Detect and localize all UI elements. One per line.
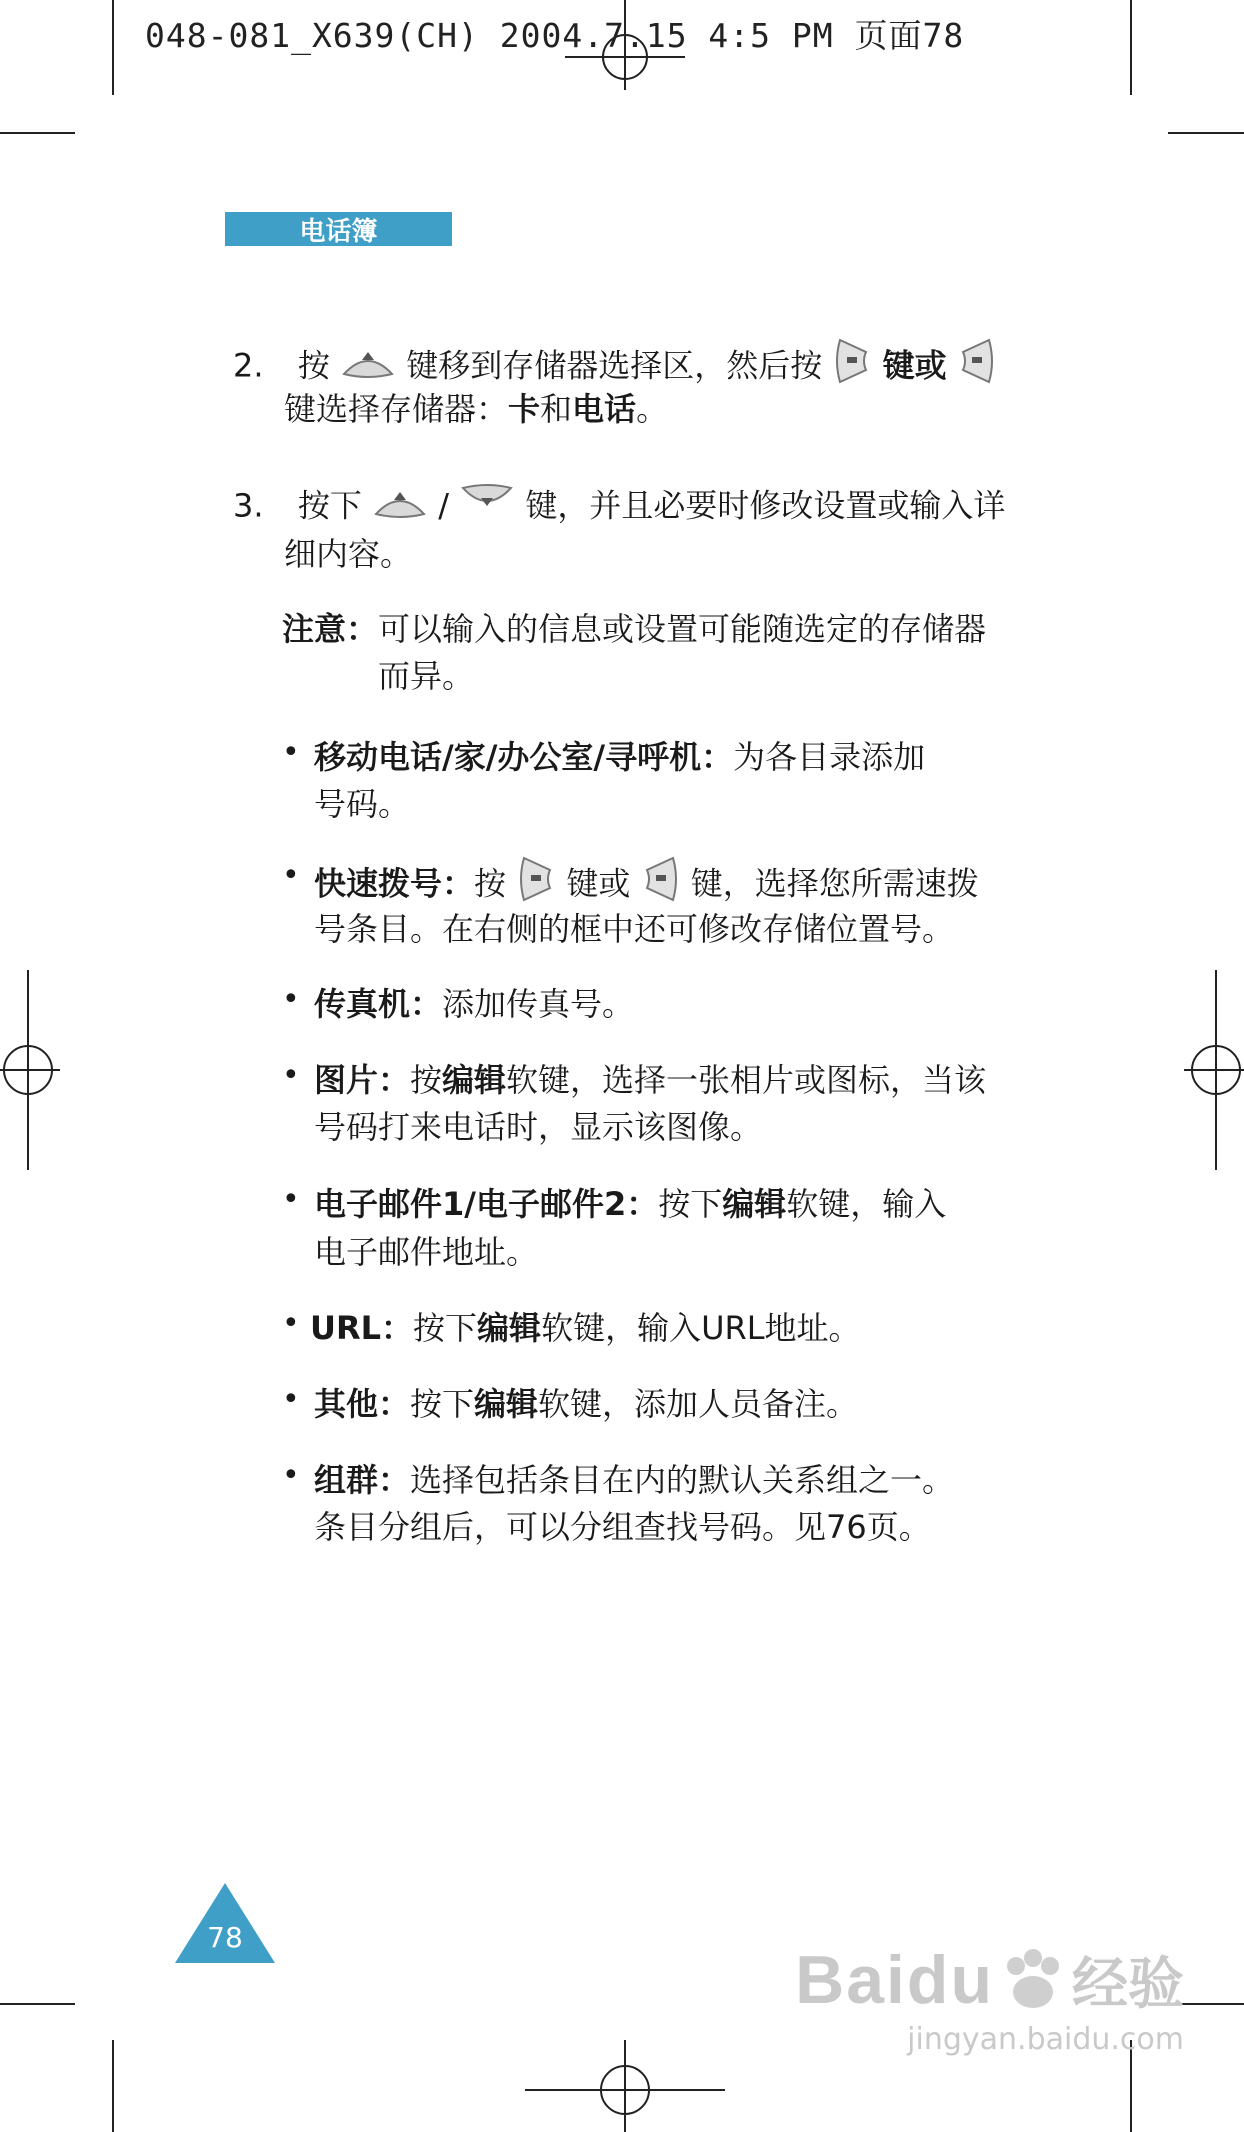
crop-mark	[0, 2003, 75, 2005]
list-item: 图片：按编辑软键，选择一张相片或图标，当该	[314, 1061, 987, 1099]
list-item-line2: 电子邮件地址。	[314, 1233, 539, 1271]
list-item-line2: 号码打来电话时，显示该图像。	[314, 1108, 763, 1146]
step-3: 3. 按下 / 键，并且必要时修改设置或输入详	[233, 480, 1005, 535]
watermark-brand: Baidu	[795, 1942, 994, 2018]
step-2: 2. 按 键移到存储器选择区，然后按 键或	[233, 338, 997, 397]
section-tab	[225, 212, 452, 246]
bullet-dot: •	[282, 1182, 300, 1217]
list-item: 移动电话/家/办公室/寻呼机：为各目录添加	[314, 738, 926, 776]
step-3-line2: 细内容。	[284, 535, 413, 573]
list-item: 电子邮件1/电子邮件2：按下编辑软键，输入	[314, 1185, 947, 1223]
note-label: 注意：	[282, 610, 379, 648]
crop-mark	[112, 2040, 114, 2132]
list-item: 快速拨号：按 键或 键，选择您所需速拨	[314, 856, 979, 915]
bullet-dot: •	[282, 735, 300, 770]
list-item-line2: 条目分组后，可以分组查找号码。见76页。	[314, 1508, 931, 1546]
bullet-dot: •	[282, 1058, 300, 1093]
down-nav-key-icon	[459, 480, 515, 535]
step-number: 3.	[233, 486, 264, 525]
list-item: URL：按下编辑软键，输入URL地址。	[310, 1309, 861, 1347]
paw-logo-icon	[998, 1948, 1068, 2012]
bullet-dot: •	[282, 1382, 300, 1417]
baidu-watermark	[795, 1940, 1184, 2057]
page-number: 78	[207, 1921, 243, 1954]
section-title: 电话簿	[299, 216, 378, 247]
registration-target-left	[0, 970, 60, 1170]
bullet-dot: •	[282, 982, 300, 1017]
bullet-dot: •	[282, 1458, 300, 1493]
list-item-line2: 号条目。在右侧的框中还可修改存储位置号。	[314, 910, 955, 948]
crop-mark	[1168, 132, 1244, 134]
crop-mark	[1130, 0, 1132, 95]
list-item-line2: 号码。	[314, 785, 411, 823]
watermark-url: jingyan.baidu.com	[907, 2022, 1184, 2057]
note-line2: 而异。	[378, 657, 475, 695]
print-info: 048-081_X639(CH) 2004.7.15 4:5 PM 页面78	[145, 16, 965, 55]
right-soft-key-icon	[957, 338, 997, 397]
list-item: 组群：选择包括条目在内的默认关系组之一。	[314, 1461, 955, 1499]
list-item: 其他：按下编辑软键，添加人员备注。	[314, 1385, 859, 1423]
left-soft-key-icon	[832, 338, 872, 397]
bullet-dot: •	[282, 1306, 300, 1341]
step-number: 2.	[233, 346, 264, 385]
crop-mark	[0, 132, 75, 134]
registration-target-bottom	[525, 2040, 725, 2132]
page-number-badge	[175, 1883, 275, 1967]
note: 注意：可以输入的信息或设置可能随选定的存储器	[282, 610, 987, 648]
watermark-suffix: 经验	[1072, 1952, 1184, 2017]
step-2-line2: 键选择存储器：卡和电话。	[284, 390, 669, 428]
list-item: 传真机：添加传真号。	[314, 985, 635, 1023]
registration-target-right	[1184, 970, 1244, 1170]
bullet-dot: •	[282, 858, 300, 893]
up-nav-key-icon	[372, 480, 428, 535]
crop-mark	[112, 0, 114, 95]
